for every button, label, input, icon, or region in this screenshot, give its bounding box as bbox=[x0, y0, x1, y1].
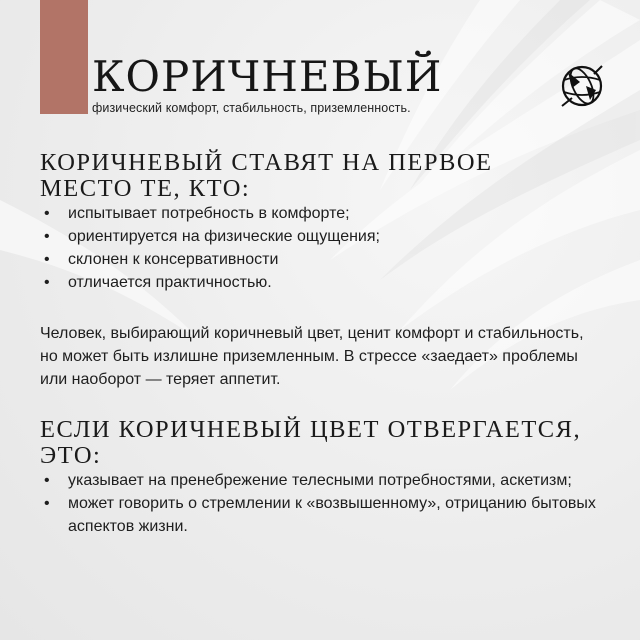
section1-heading bbox=[40, 150, 600, 202]
list-item: • испытывает потребность в комфорте; bbox=[40, 202, 600, 225]
description-paragraph: Человек, выбирающий коричневый цвет, ценит комфорт и стабильность, но может быть излишне приземленным. В стрессе «заедает» проблемы или наоборот — теряет аппетит. bbox=[40, 325, 584, 388]
section2-list bbox=[40, 469, 600, 538]
color-swatch bbox=[40, 0, 88, 114]
list-item: • ориентируется на физические ощущения; bbox=[40, 225, 600, 248]
page-subtitle: физический комфорт, стабильность, приземленность. bbox=[92, 101, 411, 115]
content bbox=[40, 150, 600, 538]
list-item: • склонен к консервативности bbox=[40, 248, 600, 271]
section2-heading bbox=[40, 417, 600, 469]
section2-heading-line2: ЭТО: bbox=[40, 442, 102, 469]
list-item: • указывает на пренебрежение телесными потребностями, аскетизм; bbox=[40, 469, 600, 492]
section2-heading-line1: ЕСЛИ КОРИЧНЕВЫЙ ЦВЕТ ОТВЕРГАЕТСЯ, bbox=[40, 416, 582, 443]
globe-icon bbox=[558, 62, 606, 110]
list-item: • отличается практичностью. bbox=[40, 271, 600, 294]
section1-heading-line2: МЕСТО ТЕ, КТО: bbox=[40, 175, 251, 202]
list-item: • может говорить о стремлении к «возвышенному», отрицанию бытовых аспектов жизни. bbox=[40, 492, 600, 538]
page-title: КОРИЧНЕВЫЙ bbox=[92, 52, 443, 101]
section1-list bbox=[40, 202, 600, 294]
section1-heading-line1: КОРИЧНЕВЫЙ СТАВЯТ НА ПЕРВОЕ bbox=[40, 149, 493, 176]
